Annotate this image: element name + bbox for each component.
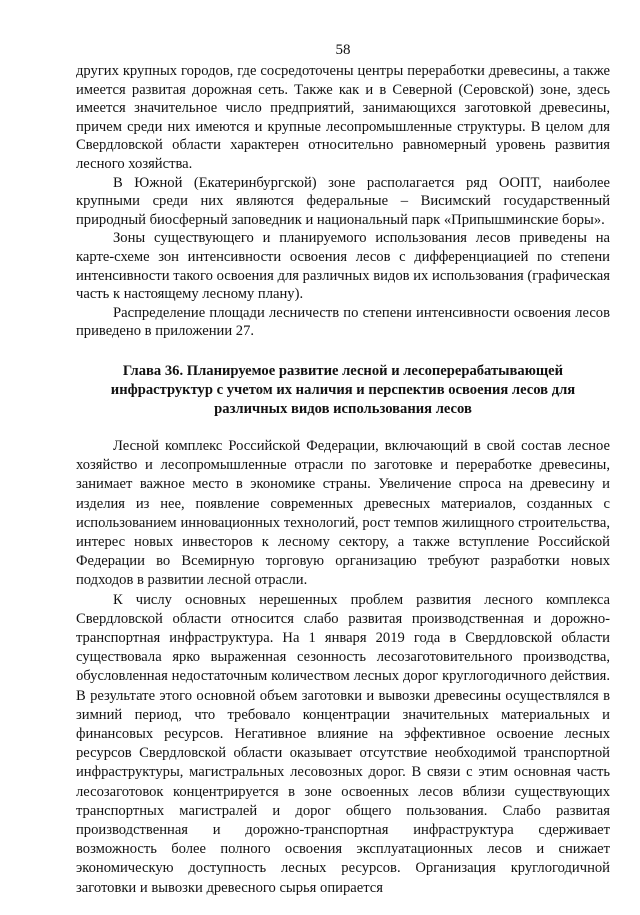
- document-page: [76, 40, 610, 898]
- paragraph-distribution: Распределение площади лесничеств по степени интенсивности освоения лесов приведено в приложении 27.: [76, 304, 610, 340]
- chapter-heading: Глава 36. Планируемое развитие лесной и лесоперерабатывающей инфраструктур с учетом их наличия и перспектив освоения лесов для различных видов использования лесов: [110, 362, 576, 417]
- paragraph-main-problems: К числу основных нерешенных проблем развития лесного комплекса Свердловской области относится слабо развитая производственная и дорожно-транспортная инфраструктура. На 1 января 2019 года в Свердловской области существовала ярко выраженная сезонность лесозаготовительного производства, обусловленная недостаточным количеством лесных дорог круглогодичного действия. В результате этого основной объем заготовки и вывозки древесины осуществлялся в зимний период, что требовало концентрации значительных материальных и финансовых ресурсов. Негативное влияние на эффективное освоение лесных ресурсов Свердловской области оказывает отсутствие необходимой транспортной инфраструктуры, магистральных лесовозных дорог. В связи с этим основная часть лесозаготовок концентрируется в зоне освоенных лесов вблизи существующих транспортных магистралей и дорог общего пользования. Слабо развитая производственная и дорожно-транспортная инфраструктура сдерживает возможность более полного освоения эксплуатационных лесов и снижает экономическую доступность лесных ресурсов. Организация круглогодичной заготовки и вывозки древесного сырья опирается: [76, 591, 610, 896]
- page-number: 58: [335, 42, 351, 58]
- paragraph-southern-zone: В Южной (Екатеринбургской) зоне располагается ряд ООПТ, наиболее крупными среди них являются федеральные – Висимский государственный природный биосферный заповедник и национальный парк «Припышминские боры».: [76, 174, 610, 228]
- paragraph-forest-complex: Лесной комплекс Российской Федерации, включающий в свой состав лесное хозяйство и лесопромышленные отрасли по заготовке и переработке древесины, занимает важное место в экономике страны. Увеличение спроса на древесину и изделия из нее, появление современных древесных материалов, созданных с использованием инновационных технологий, рост темпов жилищного строительства, интерес новых инвесторов к лесному сектору, а также вступление Российской Федерации во Всемирную торговую организацию требуют разработки новых подходов в развитии лесной отрасли.: [76, 437, 610, 589]
- paragraph-usage-zones: Зоны существующего и планируемого использования лесов приведены на карте-схеме зон интенсивности освоения лесов с дифференциацией по степени интенсивности такого освоения для различных видов их использования (графическая часть к настоящему лесному плану).: [76, 230, 610, 303]
- paragraph-continuation: других крупных городов, где сосредоточены центры переработки древесины, а также имеется развитая дорожная сеть. Также как и в Северной (Серовской) зоне, здесь имеется значительное число предприятий, занимающихся заготовкой древесины, причем среди них имеются и крупные лесопромышленные структуры. В целом для Свердловской области характерен относительно равномерный уровень развития лесного хозяйства.: [76, 63, 610, 172]
